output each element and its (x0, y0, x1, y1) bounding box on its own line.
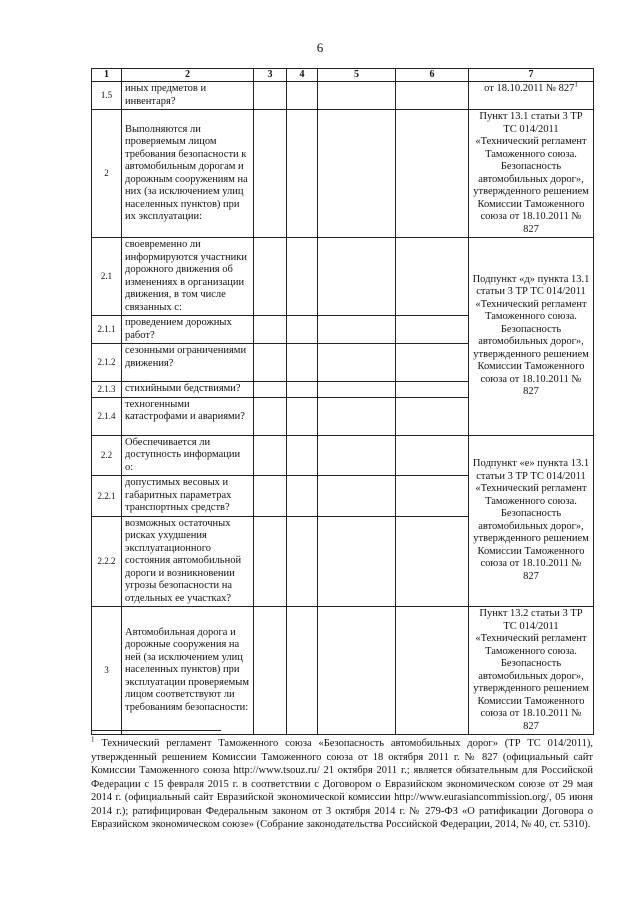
answer-no-cell[interactable] (287, 382, 318, 398)
answer-yes-cell[interactable] (254, 476, 287, 517)
page-number: 6 (316, 40, 324, 55)
row-question: стихийными бедствиями? (122, 382, 254, 398)
answer-na-cell[interactable] (318, 516, 396, 607)
comment-cell[interactable] (396, 435, 469, 476)
header-col-5: 5 (318, 69, 396, 82)
checklist-table (91, 68, 594, 735)
answer-yes-cell[interactable] (254, 344, 287, 382)
answer-na-cell[interactable] (318, 476, 396, 517)
row-number: 2.2.2 (92, 516, 122, 607)
answer-yes-cell[interactable] (254, 607, 287, 735)
comment-cell[interactable] (396, 382, 469, 398)
table-row-2 (92, 110, 594, 238)
answer-na-cell[interactable] (318, 238, 396, 316)
answer-yes-cell[interactable] (254, 397, 287, 435)
answer-no-cell[interactable] (287, 316, 318, 344)
answer-na-cell[interactable] (318, 82, 396, 110)
answer-no-cell[interactable] (287, 397, 318, 435)
header-col-4: 4 (287, 69, 318, 82)
row-number: 2.2 (92, 435, 122, 476)
answer-no-cell[interactable] (287, 110, 318, 238)
row-question: возможных остаточных рисках ухудшения эксплуатационного состояния автомобильной дороги и возникновении угрозы безопасности на отдельных ее участках? (122, 516, 254, 607)
row-number: 1.5 (92, 82, 122, 110)
comment-cell[interactable] (396, 238, 469, 316)
footnote-divider (91, 730, 221, 731)
row-number: 2.2.1 (92, 476, 122, 517)
row-reference: Пункт 13.1 статьи 3 ТР ТС 014/2011 «Технический регламент Таможенного союза. Безопасность автомобильных дорог», утвержденного решением Комиссии Таможенного союза от 18.10.2011 № 827 (469, 110, 594, 238)
answer-na-cell[interactable] (318, 344, 396, 382)
answer-yes-cell[interactable] (254, 238, 287, 316)
comment-cell[interactable] (396, 516, 469, 607)
header-col-6: 6 (396, 69, 469, 82)
comment-cell[interactable] (396, 476, 469, 517)
answer-na-cell[interactable] (318, 607, 396, 735)
row-number: 2.1 (92, 238, 122, 316)
row-reference: Подпункт «е» пункта 13.1 статьи 3 ТР ТС 014/2011 «Технический регламент Таможенного союза. Безопасность автомобильных дорог», утвержденного решением Комиссии Таможенного союза от 18.10.2011 № 827 (469, 435, 594, 607)
answer-na-cell[interactable] (318, 110, 396, 238)
answer-no-cell[interactable] (287, 607, 318, 735)
header-col-7: 7 (469, 69, 594, 82)
comment-cell[interactable] (396, 344, 469, 382)
answer-no-cell[interactable] (287, 435, 318, 476)
footnote-text: Технический регламент Таможенного союза «Безопасность автомобильных дорог» (ТР ТС 014/2011), утвержденный решением Комиссии Таможенного союза от 18 октября 2011 г. № 827 (официальный сайт Комиссии Таможенного союза http://www.tsouz.ru/ 21 октября 2011 г.; является обязательным для Российской Федерации с 15 февраля 2015 г. в соответствии с Договором о Евразийском экономическом союзе от 29 мая 2014 г. (официальный сайт Евразийской экономической комиссии http://www.eurasiancommission.org/, 05 июня 2014 г.); ратифицирован Федеральным законом от 3 октября 2014 г. № 279-ФЗ «О ратификации Договора о Евразийском экономическом союзе» (Собрание законодательства Российской Федерации, 2014, № 40, ст. 5310). (91, 738, 593, 830)
table-row-2-1 (92, 238, 594, 316)
row-question: допустимых весовых и габаритных параметрах транспортных средств? (122, 476, 254, 517)
row-number: 2.1.3 (92, 382, 122, 398)
row-number: 2.1.2 (92, 344, 122, 382)
row-number: 2.1.4 (92, 397, 122, 435)
comment-cell[interactable] (396, 607, 469, 735)
row-question: Выполняются ли проверяемым лицом требования безопасности к автомобильным дорогам и дорожным сооружениям на них (за исключением улиц населенных пунктов) при их эксплуатации: (122, 110, 254, 238)
row-question: Автомобильная дорога и дорожные сооружения на ней (за исключением улиц населенных пунктов) при эксплуатации проверяемым лицом соответствуют ли требованиям безопасности: (122, 607, 254, 735)
row-question: проведением дорожных работ? (122, 316, 254, 344)
answer-yes-cell[interactable] (254, 435, 287, 476)
answer-na-cell[interactable] (318, 435, 396, 476)
row-number: 2 (92, 110, 122, 238)
comment-cell[interactable] (396, 82, 469, 110)
table-row-1-5 (92, 82, 594, 110)
row-number: 3 (92, 607, 122, 735)
comment-cell[interactable] (396, 110, 469, 238)
row-question: техногенными катастрофами и авариями? (122, 397, 254, 435)
answer-no-cell[interactable] (287, 344, 318, 382)
answer-no-cell[interactable] (287, 476, 318, 517)
answer-na-cell[interactable] (318, 382, 396, 398)
answer-na-cell[interactable] (318, 397, 396, 435)
answer-na-cell[interactable] (318, 316, 396, 344)
answer-yes-cell[interactable] (254, 110, 287, 238)
answer-yes-cell[interactable] (254, 82, 287, 110)
footnote (91, 737, 593, 832)
answer-yes-cell[interactable] (254, 316, 287, 344)
row-question: своевременно ли информируются участники дорожного движения об изменениях в организации движения, в том числе связанных с: (122, 238, 254, 316)
row-reference: Пункт 13.2 статьи 3 ТР ТС 014/2011 «Технический регламент Таможенного союза. Безопасность автомобильных дорог», утвержденного решением Комиссии Таможенного союза от 18.10.2011 № 827 (469, 607, 594, 735)
header-col-1: 1 (92, 69, 122, 82)
row-question: иных предметов и инвентаря? (122, 82, 254, 110)
header-col-2: 2 (122, 69, 254, 82)
table-row-2-2 (92, 435, 594, 476)
row-reference (469, 82, 594, 110)
row-question: сезонными ограничениями движения? (122, 344, 254, 382)
row-reference: Подпункт «д» пункта 13.1 статьи 3 ТР ТС 014/2011 «Технический регламент Таможенного союза. Безопасность автомобильных дорог», утвержденного решением Комиссии Таможенного союза от 18.10.2011 № 827 (469, 238, 594, 436)
footnote-number: 1 (91, 735, 95, 744)
header-col-3: 3 (254, 69, 287, 82)
table-header-row (92, 69, 594, 82)
answer-no-cell[interactable] (287, 238, 318, 316)
answer-no-cell[interactable] (287, 82, 318, 110)
answer-yes-cell[interactable] (254, 382, 287, 398)
row-question: Обеспечивается ли доступность информации о: (122, 435, 254, 476)
footnote-mark: 1 (574, 81, 578, 89)
comment-cell[interactable] (396, 397, 469, 435)
table-row-3 (92, 607, 594, 735)
answer-no-cell[interactable] (287, 516, 318, 607)
comment-cell[interactable] (396, 316, 469, 344)
answer-yes-cell[interactable] (254, 516, 287, 607)
reference-text: от 18.10.2011 № 827 (484, 83, 575, 94)
row-number: 2.1.1 (92, 316, 122, 344)
